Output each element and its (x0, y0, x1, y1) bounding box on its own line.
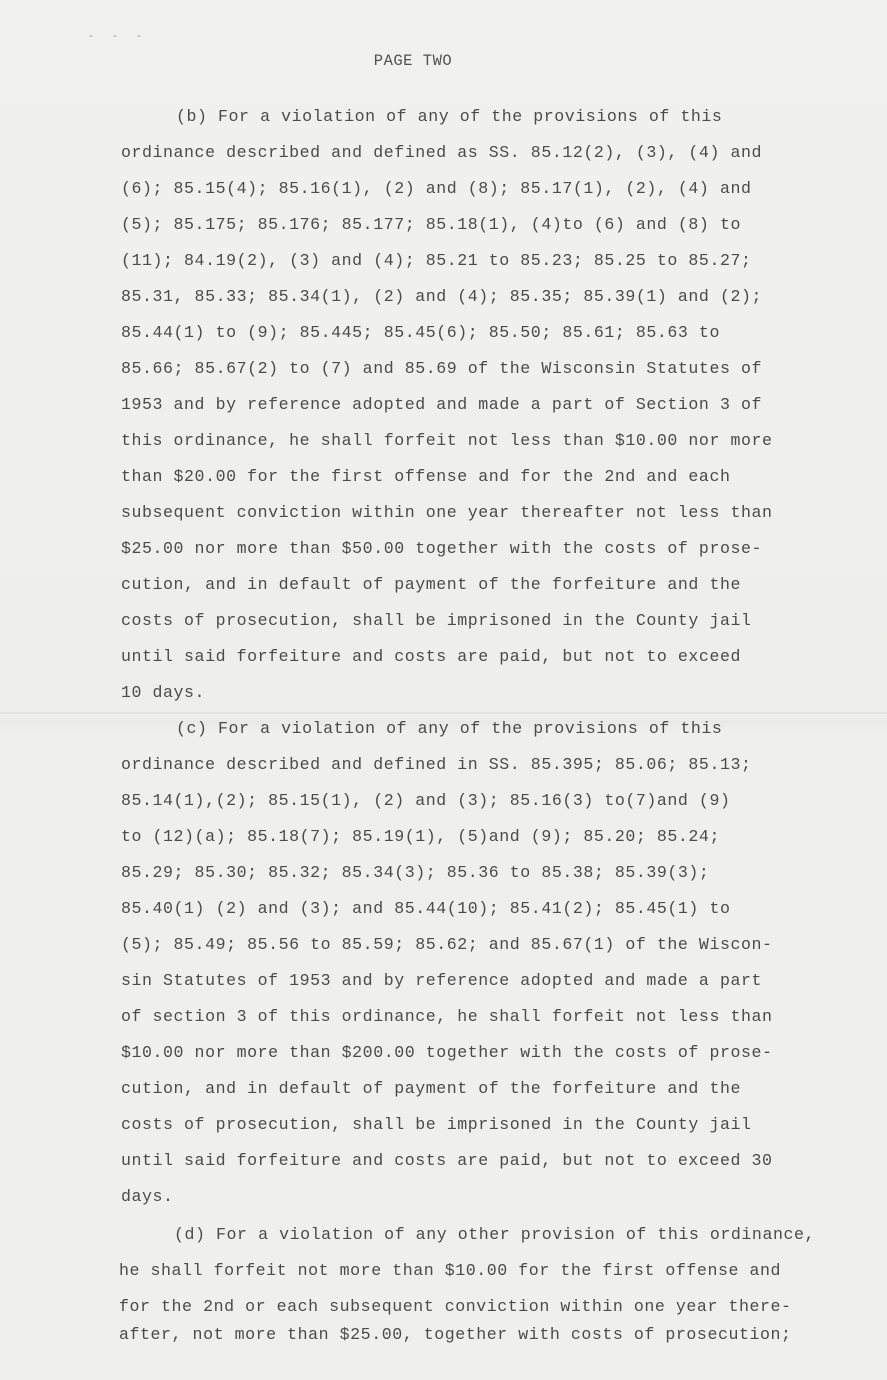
paragraph-line: 10 days. (121, 683, 206, 702)
paragraph-line: 85.66; 85.67(2) to (7) and 85.69 of the Wisconsin Statutes of (121, 359, 762, 378)
paragraph-line: of section 3 of this ordinance, he shall forfeit not less than (121, 1007, 773, 1026)
paragraph-line: for the 2nd or each subsequent conviction within one year there- (119, 1297, 792, 1316)
paragraph-line: costs of prosecution, shall be imprisoned in the County jail (121, 611, 752, 630)
paragraph-line: costs of prosecution, shall be imprisoned in the County jail (121, 1115, 752, 1134)
page-header: PAGE TWO (373, 52, 453, 70)
paragraph-line: he shall forfeit not more than $10.00 for the first offense and (119, 1261, 781, 1280)
paragraph-line: 85.40(1) (2) and (3); and 85.44(10); 85.41(2); 85.45(1) to (121, 899, 731, 918)
paragraph-line: than $20.00 for the first offense and for the 2nd and each (121, 467, 731, 486)
paragraph-line: (5); 85.49; 85.56 to 85.59; 85.62; and 85.67(1) of the Wiscon- (121, 935, 773, 954)
paragraph-line: until said forfeiture and costs are paid, but not to exceed (121, 647, 741, 666)
paragraph-line: after, not more than $25.00, together with costs of prosecution; (119, 1325, 792, 1344)
paragraph-line: days. (121, 1187, 174, 1206)
paragraph-line: $25.00 nor more than $50.00 together with the costs of prose- (121, 539, 762, 558)
paragraph-line: (b) For a violation of any of the provisions of this (176, 107, 723, 126)
paragraph-line: 85.29; 85.30; 85.32; 85.34(3); 85.36 to 85.38; 85.39(3); (121, 863, 710, 882)
paragraph-line: 85.44(1) to (9); 85.445; 85.45(6); 85.50; 85.61; 85.63 to (121, 323, 720, 342)
paragraph-line: ordinance described and defined as SS. 85.12(2), (3), (4) and (121, 143, 762, 162)
paragraph-line: (5); 85.175; 85.176; 85.177; 85.18(1), (4)to (6) and (8) to (121, 215, 741, 234)
paragraph-line: 1953 and by reference adopted and made a part of Section 3 of (121, 395, 762, 414)
paragraph-line: (c) For a violation of any of the provisions of this (176, 719, 723, 738)
paragraph-line: ordinance described and defined in SS. 85.395; 85.06; 85.13; (121, 755, 752, 774)
paragraph-line: until said forfeiture and costs are paid, but not to exceed 30 (121, 1151, 773, 1170)
paper-specks: - - - (88, 32, 149, 43)
paragraph-line: 85.14(1),(2); 85.15(1), (2) and (3); 85.16(3) to(7)and (9) (121, 791, 731, 810)
paragraph-line: $10.00 nor more than $200.00 together with the costs of prose- (121, 1043, 773, 1062)
paragraph-line: (6); 85.15(4); 85.16(1), (2) and (8); 85.17(1), (2), (4) and (121, 179, 752, 198)
paragraph-line: 85.31, 85.33; 85.34(1), (2) and (4); 85.35; 85.39(1) and (2); (121, 287, 762, 306)
paragraph-line: cution, and in default of payment of the forfeiture and the (121, 1079, 741, 1098)
paragraph-line: subsequent conviction within one year thereafter not less than (121, 503, 773, 522)
paragraph-line: this ordinance, he shall forfeit not less than $10.00 nor more (121, 431, 773, 450)
paragraph-line: (11); 84.19(2), (3) and (4); 85.21 to 85.23; 85.25 to 85.27; (121, 251, 752, 270)
paragraph-line: cution, and in default of payment of the forfeiture and the (121, 575, 741, 594)
paragraph-line: to (12)(a); 85.18(7); 85.19(1), (5)and (9); 85.20; 85.24; (121, 827, 720, 846)
paragraph-line: sin Statutes of 1953 and by reference adopted and made a part (121, 971, 762, 990)
paper-fold (0, 712, 887, 715)
paragraph-line: (d) For a violation of any other provision of this ordinance, (174, 1225, 815, 1244)
